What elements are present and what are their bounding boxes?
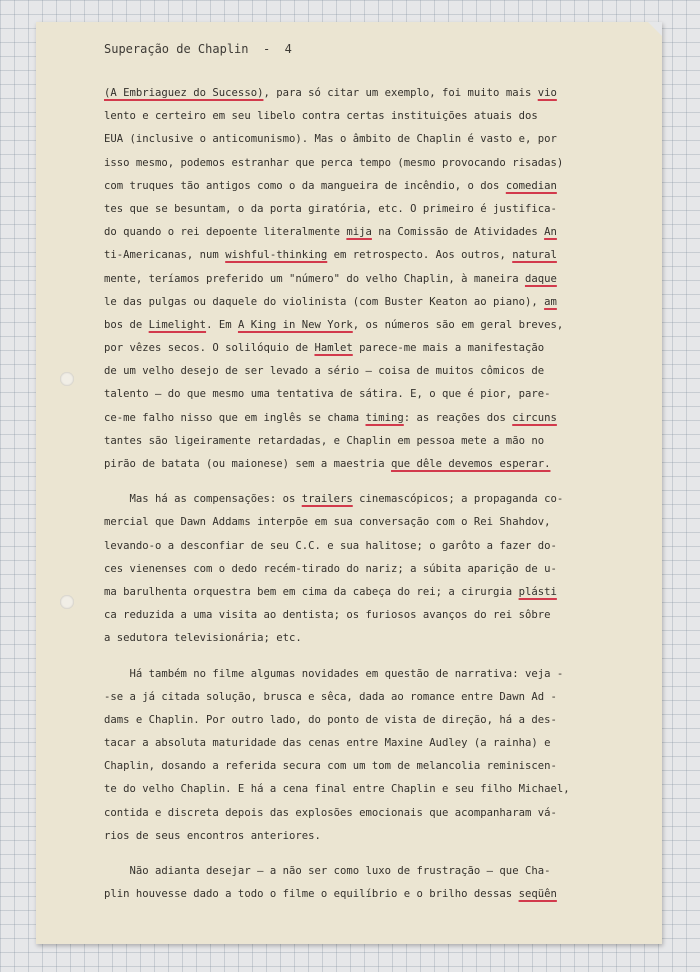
text-run: do quando o rei depoente literalmente	[104, 226, 347, 239]
text-run: plin houvesse dado a todo o filme o equilíbrio e o brilho dessas	[104, 888, 519, 901]
text-run: bos de	[104, 318, 149, 331]
text-run: Mas há as compensações: os	[104, 493, 302, 506]
paragraph-gap	[104, 476, 644, 488]
text-run: , para só citar um exemplo, foi muito mais	[263, 87, 538, 99]
text-line	[104, 686, 644, 709]
underlined-text: timing	[365, 411, 404, 424]
text-run: dams e Chaplin. Por outro lado, do ponto de vista de direção, há a des-	[104, 713, 557, 726]
paragraph-gap	[104, 651, 644, 663]
text-line	[104, 453, 644, 476]
text-run: lento e certeiro em seu libelo contra certas instituições atuais dos	[104, 110, 538, 123]
text-line	[104, 360, 644, 383]
text-line	[104, 558, 644, 581]
text-line	[104, 198, 644, 221]
underlined-text: wishful-thinking	[225, 249, 328, 262]
text-line	[104, 314, 644, 337]
text-run: -se a já citada solução, brusca e sêca, dada ao romance entre Dawn Ad -	[104, 690, 557, 703]
text-run: Chaplin, dosando a referida secura com um tom de melancolia reminiscen-	[104, 760, 557, 773]
text-line	[104, 581, 644, 604]
text-run: com truques tão antigos como o da mangueira de incêndio, o dos	[104, 179, 506, 192]
text-line	[104, 511, 644, 534]
text-line	[104, 732, 644, 755]
text-line	[104, 244, 644, 267]
text-line	[104, 755, 644, 778]
page-body	[104, 82, 644, 906]
underlined-text: An	[544, 226, 557, 239]
text-line	[104, 802, 644, 825]
text-run: parece-me mais a manifestação	[352, 342, 545, 355]
punch-hole-lower	[60, 595, 74, 609]
text-run: levando-o a desconfiar de seu C.C. e sua halitose; o garôto a fazer do-	[104, 539, 557, 552]
text-line	[104, 604, 644, 627]
text-line	[104, 709, 644, 732]
underlined-text: trailers	[301, 493, 353, 506]
text-run: em retrospecto. Aos outros,	[327, 249, 513, 262]
text-run: contida e discreta depois das explosões emocionais que acompanharam vá-	[104, 806, 557, 819]
typewritten-page	[36, 22, 662, 944]
text-run: talento — do que mesmo uma tentativa de sátira. E, o que é pior, pare-	[104, 388, 551, 401]
underlined-text: A King in New York	[237, 318, 353, 331]
page-header: Superação de Chaplin - 4	[104, 42, 292, 56]
text-run: por vêzes secos. O solilóquio de	[104, 342, 315, 355]
text-run: tes que se besuntam, o da porta giratória, etc. O primeiro é justifica-	[104, 202, 557, 215]
text-run: ce-me falho nisso que em inglês se chama	[104, 411, 366, 424]
underlined-text: plásti	[518, 585, 557, 598]
text-line	[104, 430, 644, 453]
text-line	[104, 291, 644, 314]
text-line	[104, 268, 644, 291]
underlined-text: seqüên	[518, 888, 557, 901]
text-line	[104, 663, 644, 686]
punch-hole-upper	[60, 372, 74, 386]
text-line	[104, 175, 644, 198]
text-line	[104, 337, 644, 360]
text-run: te do velho Chaplin. E há a cena final entre Chaplin e seu filho Michael,	[104, 783, 570, 796]
paragraph-gap	[104, 848, 644, 860]
text-run: le das pulgas ou daquele do violinista (com Buster Keaton ao piano),	[104, 295, 545, 308]
text-line	[104, 860, 644, 883]
text-line	[104, 383, 644, 406]
underlined-text: que dêle devemos esperar.	[391, 458, 551, 470]
text-run: , os números são em geral breves,	[352, 318, 564, 331]
text-line	[104, 128, 644, 151]
text-run: tantes são ligeiramente retardadas, e Chaplin em pessoa mete a mão no	[104, 434, 545, 447]
underlined-text: mija	[346, 226, 372, 239]
underlined-text: (A Embriaguez do Sucesso)	[104, 87, 264, 99]
underlined-text: am	[544, 295, 557, 308]
text-run: ca reduzida a uma visita ao dentista; os furiosos avanços do rei sôbre	[104, 609, 551, 622]
text-run: . Em	[206, 318, 238, 331]
text-line	[104, 778, 644, 801]
text-run: a sedutora televisionária; etc.	[104, 632, 302, 645]
text-run: Não adianta desejar — a não ser como luxo de frustração — que Cha-	[104, 865, 551, 877]
text-run: mente, teríamos preferido um "número" do velho Chaplin, à maneira	[104, 272, 525, 285]
text-run: ces vienenses com o dedo recém-tirado do nariz; a súbita aparição de u-	[104, 562, 557, 575]
text-run: ma barulhenta orquestra bem em cima da cabeça do rei; a cirurgia	[104, 585, 519, 598]
text-run: mercial que Dawn Addams interpõe em sua conversação com o Rei Shahdov,	[104, 516, 551, 529]
underlined-text: daque	[524, 272, 557, 285]
text-line	[104, 627, 644, 650]
text-run: EUA (inclusive o anticomunismo). Mas o âmbito de Chaplin é vasto e, por	[104, 133, 557, 146]
text-run: rios de seus encontros anteriores.	[104, 829, 321, 842]
text-run: tacar a absoluta maturidade das cenas entre Maxine Audley (a rainha) e	[104, 737, 551, 750]
text-line	[104, 535, 644, 558]
text-line	[104, 82, 644, 105]
underlined-text: vio	[537, 87, 557, 99]
underlined-text: natural	[512, 249, 557, 262]
text-run: pirão de batata (ou maionese) sem a maestria	[104, 458, 392, 470]
text-line	[104, 105, 644, 128]
text-run: : as reações dos	[403, 411, 513, 424]
underlined-text: circuns	[512, 411, 557, 424]
underlined-text: Hamlet	[314, 342, 353, 355]
text-run: Há também no filme algumas novidades em questão de narrativa: veja -	[104, 667, 564, 680]
text-run: na Comissão de Atividades	[371, 226, 545, 239]
underlined-text: comedian	[505, 179, 557, 192]
text-line	[104, 488, 644, 511]
text-run: de um velho desejo de ser levado a sério — coisa de muitos cômicos de	[104, 365, 545, 378]
text-run: isso mesmo, podemos estranhar que perca tempo (mesmo provocando risadas)	[104, 156, 564, 169]
text-line	[104, 407, 644, 430]
text-line	[104, 152, 644, 175]
text-line	[104, 825, 644, 848]
text-run: ti-Americanas, num	[104, 249, 226, 262]
text-run: cinemascópicos; a propaganda co-	[352, 493, 564, 506]
text-line	[104, 221, 644, 244]
text-line	[104, 883, 644, 906]
underlined-text: Limelight	[148, 318, 207, 331]
